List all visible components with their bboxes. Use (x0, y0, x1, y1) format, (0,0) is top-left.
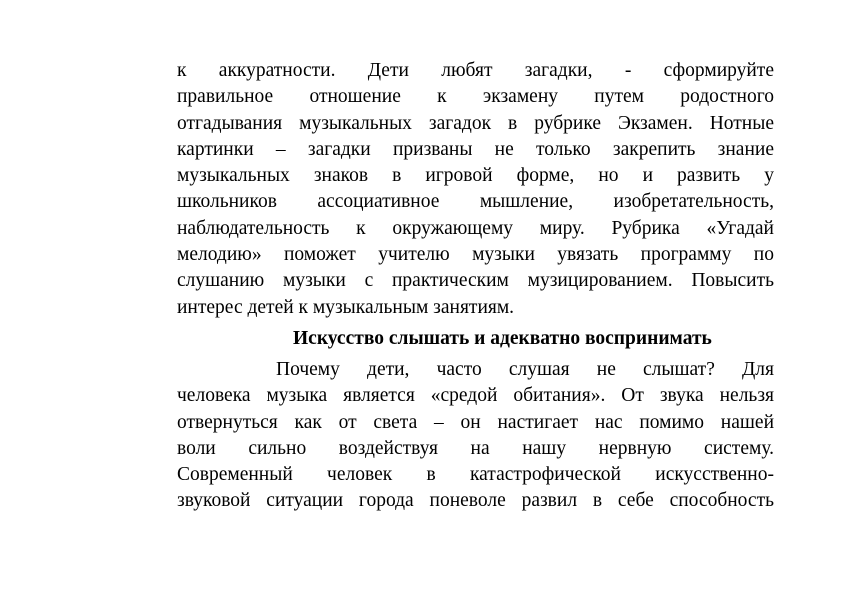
paragraph-1 (177, 58, 774, 321)
text-line: правильное отношение к экзамену путем родостного (177, 86, 774, 108)
text-line: воли сильно воздействуя на нашу нервную систему. (177, 437, 774, 459)
section-heading: Искусство слышать и адекватно воспринимать (293, 327, 712, 349)
document-text (177, 58, 774, 515)
text-line: картинки – загадки призваны не только закрепить знание (177, 138, 774, 160)
text-line: отгадывания музыкальных загадок в рубрике Экзамен. Нотные (177, 112, 774, 134)
text-line: интерес детей к музыкальным занятиям. (177, 296, 515, 318)
text-line: человека музыка является «средой обитания». От звука нельзя (177, 385, 774, 407)
text-line: звуковой ситуации города поневоле развил в себе способность (177, 490, 774, 512)
text-line: Современный человек в катастрофической искусственно- (177, 464, 774, 486)
text-line: слушанию музыки с практическим музицированием. Повысить (177, 270, 774, 292)
text-line: мелодию» поможет учителю музыки увязать программу по (177, 244, 774, 266)
text-line: Почему дети, часто слушая не слышат? Для (276, 358, 774, 380)
text-line: отвернуться как от света – он настигает нас помимо нашей (177, 411, 774, 433)
text-line: музыкальных знаков в игровой форме, но и развить у (177, 165, 774, 187)
text-line: наблюдательность к окружающему миру. Рубрика «Угадай (177, 217, 774, 239)
paragraph-2 (177, 357, 774, 515)
text-line: к аккуратности. Дети любят загадки, - сформируйте (177, 60, 774, 81)
text-line: школьников ассоциативное мышление, изобретательность, (177, 191, 774, 213)
